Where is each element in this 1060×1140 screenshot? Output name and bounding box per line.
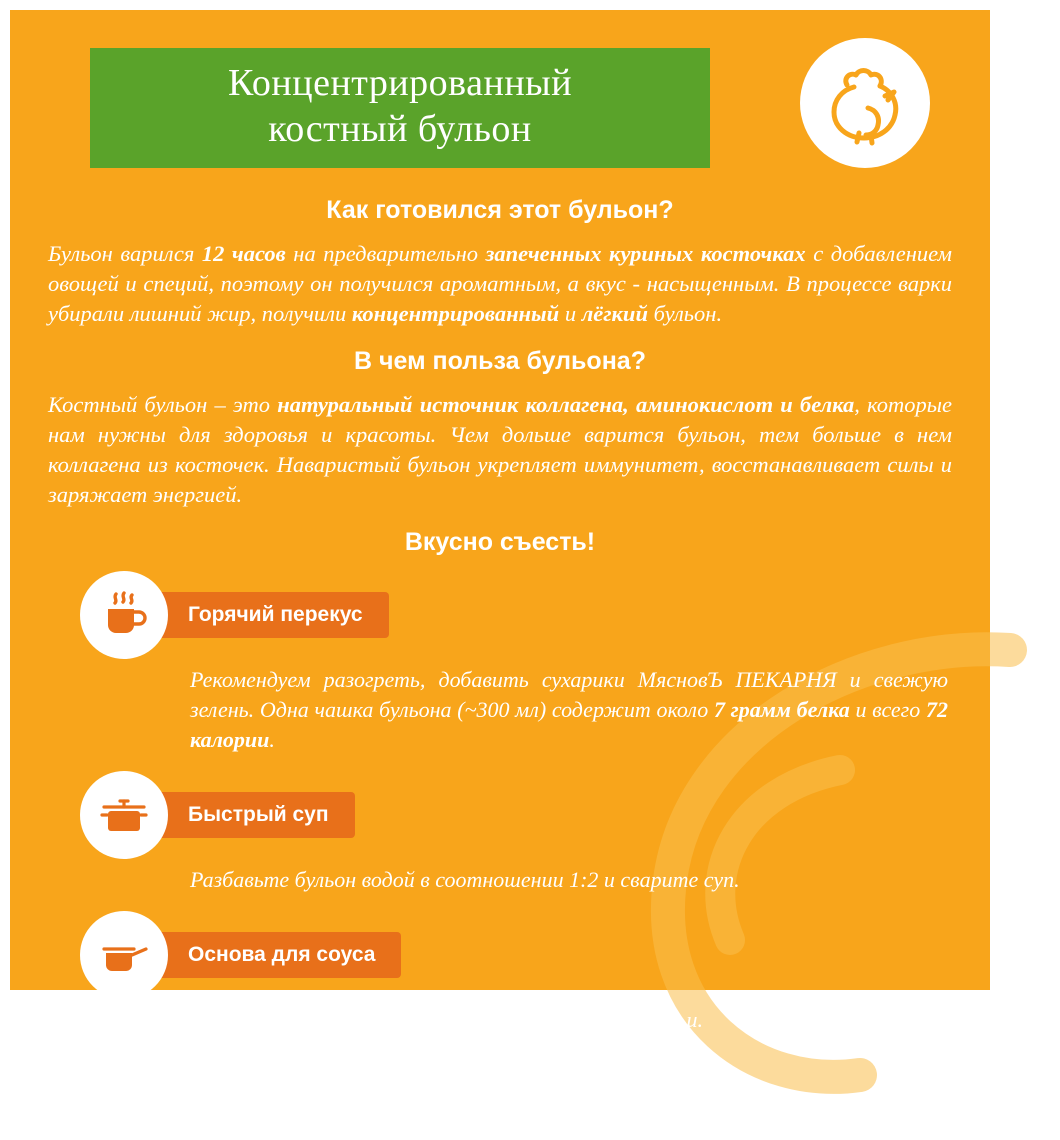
- usage-text-hot-snack: Рекомендуем разогреть, добавить сухарики МясновЪ ПЕКАРНЯ и свежую зелень. Одна чашка бульона (~300 мл) содержит около 7 грамм белка и всего 72 калории.: [190, 667, 948, 752]
- section-paragraph-2: Костный бульон – это натуральный источник коллагена, аминокислот и белка, которые нам нужны для здоровья и красоты. Чем дольше варится бульон, тем больше в нем коллагена из косточек. Наваристый бульон укрепляет иммунитет, восстанавливает силы и заряжает энергией.: [48, 392, 952, 507]
- usage-item-sauce-base: [38, 911, 962, 999]
- usage-label-sauce-base: Основа для соуса: [148, 932, 401, 978]
- usage-list: [38, 571, 962, 1035]
- page-title-line-2: костный бульон: [268, 108, 532, 150]
- usage-item-hot-snack: [38, 571, 962, 659]
- title-band: [90, 48, 710, 168]
- chicken-icon: [800, 38, 930, 168]
- section-heading-1: Как готовился этот бульон?: [326, 196, 674, 224]
- saucepan-icon: [80, 911, 168, 999]
- usage-heading: Вкусно съесть!: [404, 528, 596, 556]
- usage-text-sauce-base: Приготовьте из бульона соус для ризотто или паэльи.: [190, 1007, 704, 1032]
- content: [10, 170, 990, 1035]
- usage-label-quick-soup: Быстрый суп: [148, 792, 355, 838]
- section-paragraph-1: Бульон варился 12 часов на предварительно запеченных куриных косточках с добавлением овощей и специй, поэтому он получился ароматным, а вкус - насыщенным. В процессе варки убирали лишний жир, получили концентрированный и лёгкий бульон.: [48, 241, 952, 326]
- section-heading-2: В чем польза бульона?: [354, 347, 646, 375]
- usage-text-quick-soup: Разбавьте бульон водой в соотношении 1:2 и сварите суп.: [190, 867, 740, 892]
- usage-item-quick-soup: [38, 771, 962, 859]
- usage-label-hot-snack: Горячий перекус: [148, 592, 389, 638]
- hot-mug-icon: [80, 571, 168, 659]
- header: [10, 10, 990, 170]
- page-title-line-1: Концентрированный: [227, 62, 573, 104]
- pot-icon: [80, 771, 168, 859]
